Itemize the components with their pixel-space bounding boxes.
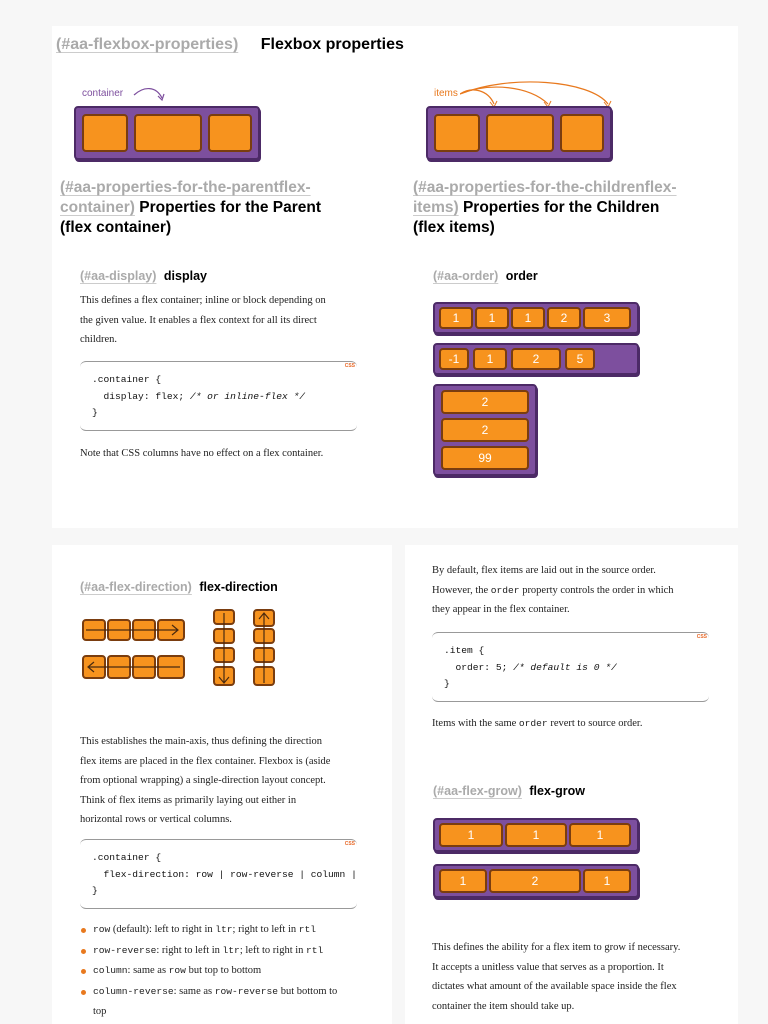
flex-direction-title: flex-direction xyxy=(199,580,278,594)
display-heading xyxy=(80,269,207,283)
flex-item-graphic xyxy=(560,114,604,152)
flex-item-graphic xyxy=(434,114,480,152)
order-item: 1 xyxy=(473,348,507,370)
flexbox-properties-heading xyxy=(56,36,404,54)
grow-item: 2 xyxy=(489,869,581,893)
list-item: row (default): left to right in ltr; right to left in rtl xyxy=(80,920,380,941)
flexbox-properties-anchor-link[interactable]: (#aa-flexbox-properties) xyxy=(56,36,239,53)
list-item: column: same as row but top to bottom xyxy=(80,961,380,982)
flex-grow-title: flex-grow xyxy=(529,784,585,798)
code-language-label: CSS xyxy=(344,363,355,369)
order-code-block xyxy=(432,632,709,702)
order-row-2-graphic xyxy=(433,343,639,375)
flex-direction-values-list xyxy=(80,920,380,1023)
display-note: Note that CSS columns have no effect on a flex container. xyxy=(80,448,324,459)
flex-direction-diagram xyxy=(80,608,280,690)
flex-direction-heading xyxy=(80,580,278,594)
code-language-label: CSS xyxy=(696,634,707,640)
flex-item-graphic xyxy=(208,114,252,152)
order-item: 2 xyxy=(441,390,529,414)
display-title: display xyxy=(163,269,207,283)
properties-parent-subtitle: (flex container) xyxy=(60,219,172,236)
order-title: order xyxy=(505,269,538,283)
order-item: 3 xyxy=(583,307,631,329)
display-anchor-link[interactable]: (#aa-display) xyxy=(80,269,157,283)
flex-grow-row-1-graphic xyxy=(433,818,639,852)
grow-item: 1 xyxy=(583,869,631,893)
order-item: 2 xyxy=(441,418,529,442)
order-item: 1 xyxy=(511,307,545,329)
flex-item-graphic xyxy=(486,114,554,152)
properties-parent-title: Properties for the Parent xyxy=(139,199,321,216)
container-illustration xyxy=(72,86,262,161)
flex-grow-row-2-graphic xyxy=(433,864,639,898)
display-code-block xyxy=(80,361,357,431)
list-item: column-reverse: same as row-reverse but bottom to top xyxy=(80,982,380,1023)
display-code: .container { display: flex; /* or inline-flex */ } xyxy=(92,374,306,418)
flex-direction-anchor-link[interactable]: (#aa-flex-direction) xyxy=(80,580,192,594)
order-column-graphic xyxy=(433,384,537,476)
order-item: 1 xyxy=(439,307,473,329)
properties-children-title: Properties for the Children xyxy=(462,199,660,216)
order-row-1-graphic xyxy=(433,302,639,334)
flex-items-graphic xyxy=(426,106,612,160)
flex-direction-description: This establishes the main-axis, thus defining the direction flex items are placed in the flex container. Flexbox is (aside from optional wrapping) a single-direction layout concept. Think of flex items as primarily laying out either in horizontal rows or vertical columns. xyxy=(80,736,331,826)
items-illustration xyxy=(420,80,620,162)
flex-grow-anchor-link[interactable]: (#aa-flex-grow) xyxy=(433,784,522,798)
order-item: 2 xyxy=(511,348,561,370)
order-code: .item { order: 5; /* default is 0 */ } xyxy=(444,645,617,689)
properties-children-anchor-link[interactable]: (#aa-properties-for-the-childrenflex- items) xyxy=(413,179,677,216)
flex-item-graphic xyxy=(82,114,128,152)
inline-code: order xyxy=(518,718,548,729)
order-anchor-link[interactable]: (#aa-order) xyxy=(433,269,499,283)
container-label: container xyxy=(82,88,124,99)
grow-item: 1 xyxy=(505,823,567,847)
grow-item: 1 xyxy=(569,823,631,847)
order-item: 99 xyxy=(441,446,529,470)
properties-children-heading xyxy=(413,178,733,238)
grow-item: 1 xyxy=(439,823,503,847)
flex-item-graphic xyxy=(134,114,202,152)
order-item: 2 xyxy=(547,307,581,329)
items-label: items xyxy=(434,88,458,99)
display-description: This defines a flex container; inline or block depending on the given value. It enables a flex context for all its direct children. xyxy=(80,295,326,346)
order-note: Items with the same order revert to source order. xyxy=(432,718,643,729)
flex-grow-heading xyxy=(433,784,585,798)
grow-item: 1 xyxy=(439,869,487,893)
properties-parent-anchor-link[interactable]: (#aa-properties-for-the-parentflex- container) xyxy=(60,179,311,216)
list-item: row-reverse: right to left in ltr; left to right in rtl xyxy=(80,941,380,962)
flex-grow-description: This defines the ability for a flex item to grow if necessary. It accepts a unitless value that serves as a proportion. It dictates what amount of the available space inside the flex container the item should take up. xyxy=(432,942,681,1012)
order-item: -1 xyxy=(439,348,469,370)
order-heading xyxy=(433,269,538,283)
properties-parent-heading xyxy=(60,178,390,238)
order-item: 1 xyxy=(475,307,509,329)
code-language-label: CSS xyxy=(344,841,355,847)
inline-code: order xyxy=(490,584,520,596)
order-item: 5 xyxy=(565,348,595,370)
flexbox-properties-title: Flexbox properties xyxy=(260,36,404,53)
flex-direction-code-block xyxy=(80,839,357,909)
flex-container-graphic xyxy=(74,106,260,160)
order-description: By default, flex items are laid out in the source order. However, the order property controls the order in which they appear in the flex container. xyxy=(432,565,674,616)
properties-children-subtitle: (flex items) xyxy=(413,219,495,236)
flex-direction-code: .container { flex-direction: row | row-reverse | column | } xyxy=(92,852,357,896)
container-arrow-icon xyxy=(132,86,168,104)
